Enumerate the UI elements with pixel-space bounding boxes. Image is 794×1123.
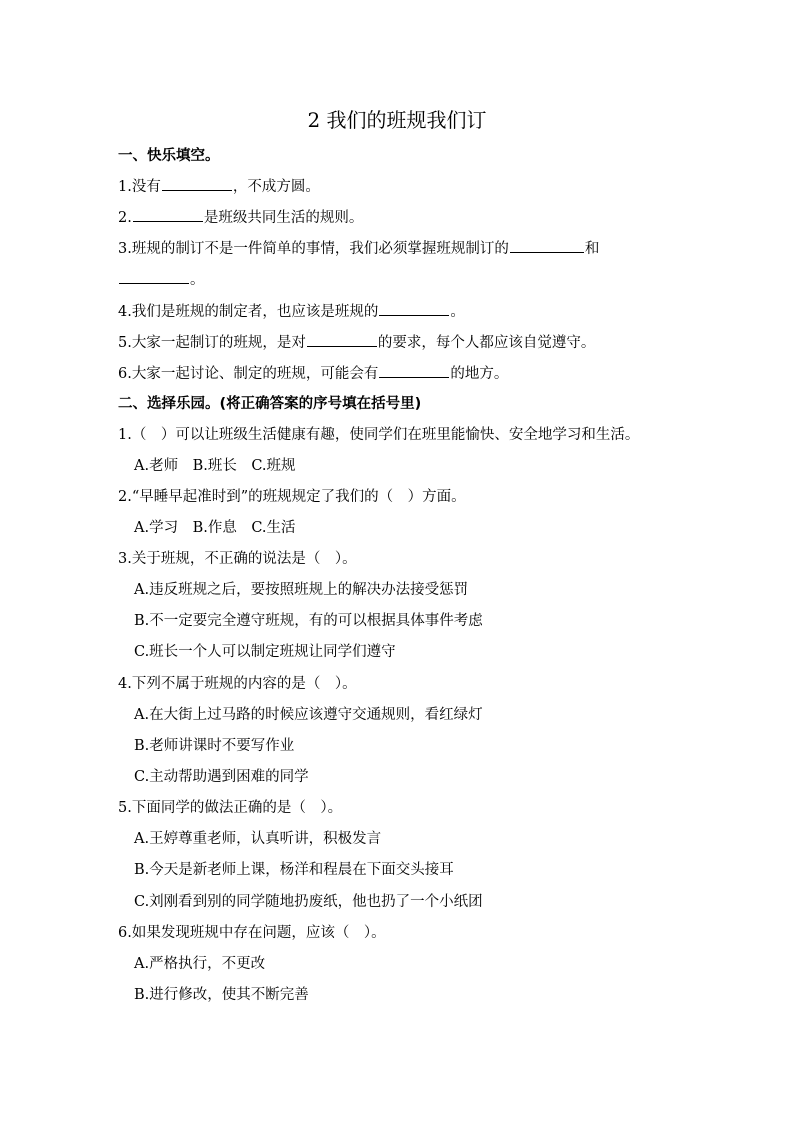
fill-question-4 (118, 301, 465, 322)
answer-blank[interactable] (379, 363, 449, 378)
fill-question-6 (118, 363, 508, 384)
choice-question-6: 6.如果发现班规中存在问题，应该（ ）。 (118, 925, 386, 941)
question-text: 2. (118, 210, 132, 226)
choice-option-b[interactable]: B.老师讲课时不要写作业 (134, 738, 295, 754)
choice-option-b[interactable]: B.进行修改，使其不断完善 (134, 987, 309, 1003)
fill-question-3 (118, 238, 599, 259)
answer-blank[interactable] (379, 301, 449, 316)
choice-option-b[interactable]: B.不一定要完全遵守班规，有的可以根据具体事件考虑 (134, 613, 483, 629)
choice-option-a[interactable]: A.王婷尊重老师，认真听讲，积极发言 (134, 831, 382, 847)
choice-question-1: 1.（ ）可以让班级生活健康有趣，使同学们在班里能愉快、安全地学习和生活。 (118, 427, 640, 443)
question-text: 。 (450, 304, 465, 320)
fill-question-3-continued (118, 269, 205, 290)
answer-blank[interactable] (510, 238, 584, 253)
question-text: 的要求，每个人都应该自觉遵守。 (377, 335, 596, 351)
question-text: ，不成方圆。 (232, 179, 320, 195)
answer-blank[interactable] (119, 269, 189, 284)
question-text: 1.没有 (118, 179, 161, 195)
choice-options[interactable]: A.老师 B.班长 C.班规 (134, 458, 296, 474)
question-text: 是班级共同生活的规则。 (203, 210, 364, 226)
answer-blank[interactable] (162, 176, 232, 191)
choice-question-4: 4.下列不属于班规的内容的是（ ）。 (118, 676, 357, 692)
fill-question-1 (118, 176, 320, 197)
question-text: 5.大家一起制订的班规，是对 (118, 335, 306, 351)
choice-question-5: 5.下面同学的做法正确的是（ ）。 (118, 800, 343, 816)
choice-option-a[interactable]: A.违反班规之后，要按照班规上的解决办法接受惩罚 (134, 582, 469, 598)
choice-option-c[interactable]: C.班长一个人可以制定班规让同学们遵守 (134, 644, 396, 660)
choice-option-a[interactable]: A.严格执行，不更改 (134, 956, 266, 972)
choice-option-a[interactable]: A.在大街上过马路的时候应该遵守交通规则，看红绿灯 (134, 707, 483, 723)
question-text: 和 (584, 241, 600, 257)
answer-blank[interactable] (307, 332, 377, 347)
section-heading-fill-in: 一、快乐填空。 (118, 148, 220, 164)
page-title: 2 我们的班规我们订 (307, 108, 487, 132)
choice-option-b[interactable]: B.今天是新老师上课，杨洋和程晨在下面交头接耳 (134, 862, 454, 878)
choice-options[interactable]: A.学习 B.作息 C.生活 (134, 520, 296, 536)
question-text: 。 (190, 272, 205, 288)
question-text: 3.班规的制订不是一件简单的事情，我们必须掌握班规制订的 (118, 241, 509, 257)
fill-question-2 (118, 207, 363, 228)
choice-question-2: 2.“早睡早起准时到”的班规规定了我们的（ ）方面。 (118, 489, 466, 505)
fill-question-5 (118, 332, 595, 353)
choice-option-c[interactable]: C.主动帮助遇到困难的同学 (134, 769, 309, 785)
question-text: 4.我们是班规的制定者，也应该是班规的 (118, 304, 379, 320)
question-text: 的地方。 (450, 366, 509, 382)
choice-question-3: 3.关于班规，不正确的说法是（ ）。 (118, 551, 357, 567)
question-text: 6.大家一起讨论、制定的班规，可能会有 (118, 366, 379, 382)
answer-blank[interactable] (133, 207, 203, 222)
section-heading-choice: 二、选择乐园。(将正确答案的序号填在括号里) (118, 396, 422, 412)
choice-option-c[interactable]: C.刘刚看到别的同学随地扔废纸，他也扔了一个小纸团 (134, 894, 483, 910)
